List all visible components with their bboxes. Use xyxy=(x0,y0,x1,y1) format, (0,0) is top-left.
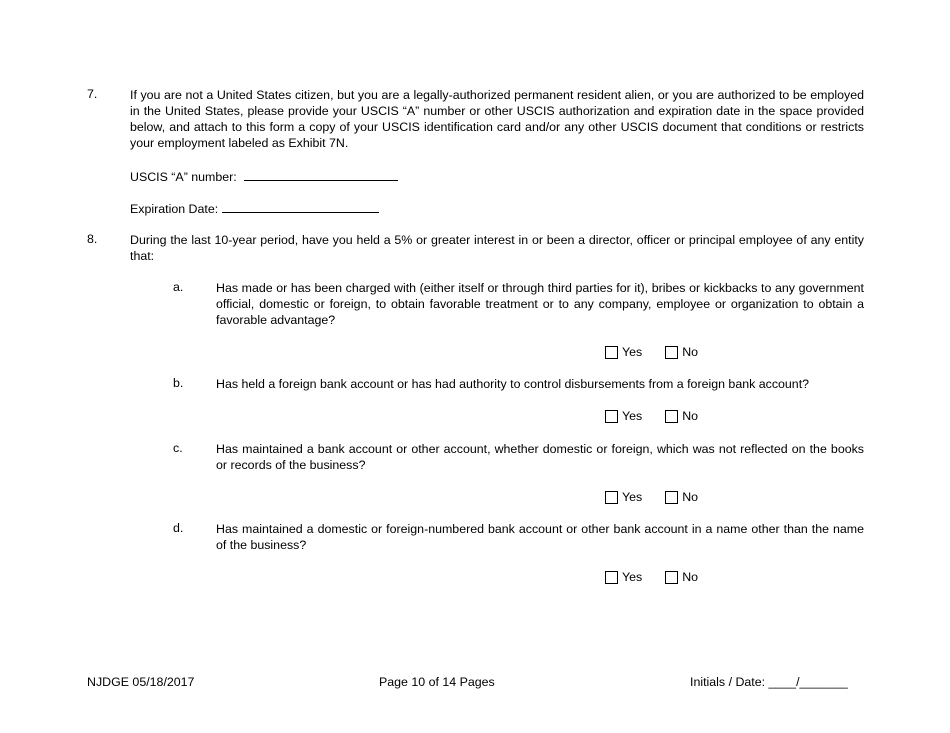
q8b-no-checkbox[interactable] xyxy=(665,410,678,423)
yes-label: Yes xyxy=(622,345,643,359)
yes-label: Yes xyxy=(622,570,643,584)
q8c-no-checkbox[interactable] xyxy=(665,491,678,504)
q8a-yes-checkbox[interactable] xyxy=(605,346,618,359)
q8b-letter: b. xyxy=(173,376,184,390)
q7-number: 7. xyxy=(87,87,98,101)
yes-label: Yes xyxy=(622,409,643,423)
q8-text: During the last 10-year period, have you held a 5% or greater interest in or been a director, officer or principal employee of any entity that: xyxy=(130,233,864,263)
q8-number: 8. xyxy=(87,232,98,246)
q8b-yes-checkbox[interactable] xyxy=(605,410,618,423)
q7-text: If you are not a United States citizen, but you are a legally-authorized permanent resident alien, or you are authorized to be employed in the United States, please provide your USCIS “A” number or other USCIS authorization and expiration date in the space provided below, and attach to this form a copy of your USCIS identification card and/or any other USCIS document that conditions or restricts your employment labeled as Exhibit 7N. xyxy=(130,88,864,150)
yes-label: Yes xyxy=(622,490,643,504)
q8d-letter: d. xyxy=(173,521,184,535)
q8d-no-checkbox[interactable] xyxy=(665,571,678,584)
no-label: No xyxy=(682,409,699,423)
q8a-no-checkbox[interactable] xyxy=(665,346,678,359)
footer-page-number: Page 10 of 14 Pages xyxy=(379,675,495,689)
q8c-text: Has maintained a bank account or other account, whether domestic or foreign, which was not reflected on the books or records of the business? xyxy=(216,442,864,472)
expiration-date-label: Expiration Date: xyxy=(130,202,219,216)
q8b-text: Has held a foreign bank account or has had authority to control disbursements from a foreign bank account? xyxy=(216,377,810,391)
q8c-yes-checkbox[interactable] xyxy=(605,491,618,504)
expiration-date-row xyxy=(130,199,379,216)
no-label: No xyxy=(682,345,699,359)
q8d-text: Has maintained a domestic or foreign-numbered bank account or other bank account in a name other than the name of the business? xyxy=(216,522,864,552)
q8c-answer xyxy=(605,489,698,505)
q8a-answer xyxy=(605,344,698,360)
uscis-a-number-row xyxy=(130,167,398,184)
q8b-answer xyxy=(605,408,698,424)
footer-form-id: NJDGE 05/18/2017 xyxy=(87,675,195,689)
q8a-text: Has made or has been charged with (either itself or through third parties for it), bribes or kickbacks to any government official, domestic or foreign, to obtain favorable treatment or to any company, employee or organization to obtain a favorable advantage? xyxy=(216,281,864,327)
no-label: No xyxy=(682,490,699,504)
q8a-letter: a. xyxy=(173,280,184,294)
q8d-yes-checkbox[interactable] xyxy=(605,571,618,584)
q8d-answer xyxy=(605,569,698,585)
footer-initials-date: Initials / Date: ____/_______ xyxy=(690,675,848,689)
expiration-date-field[interactable] xyxy=(222,199,379,213)
q8c-letter: c. xyxy=(173,441,183,455)
uscis-a-number-field[interactable] xyxy=(244,167,398,181)
no-label: No xyxy=(682,570,699,584)
uscis-a-number-label: USCIS “A” number: xyxy=(130,170,237,184)
